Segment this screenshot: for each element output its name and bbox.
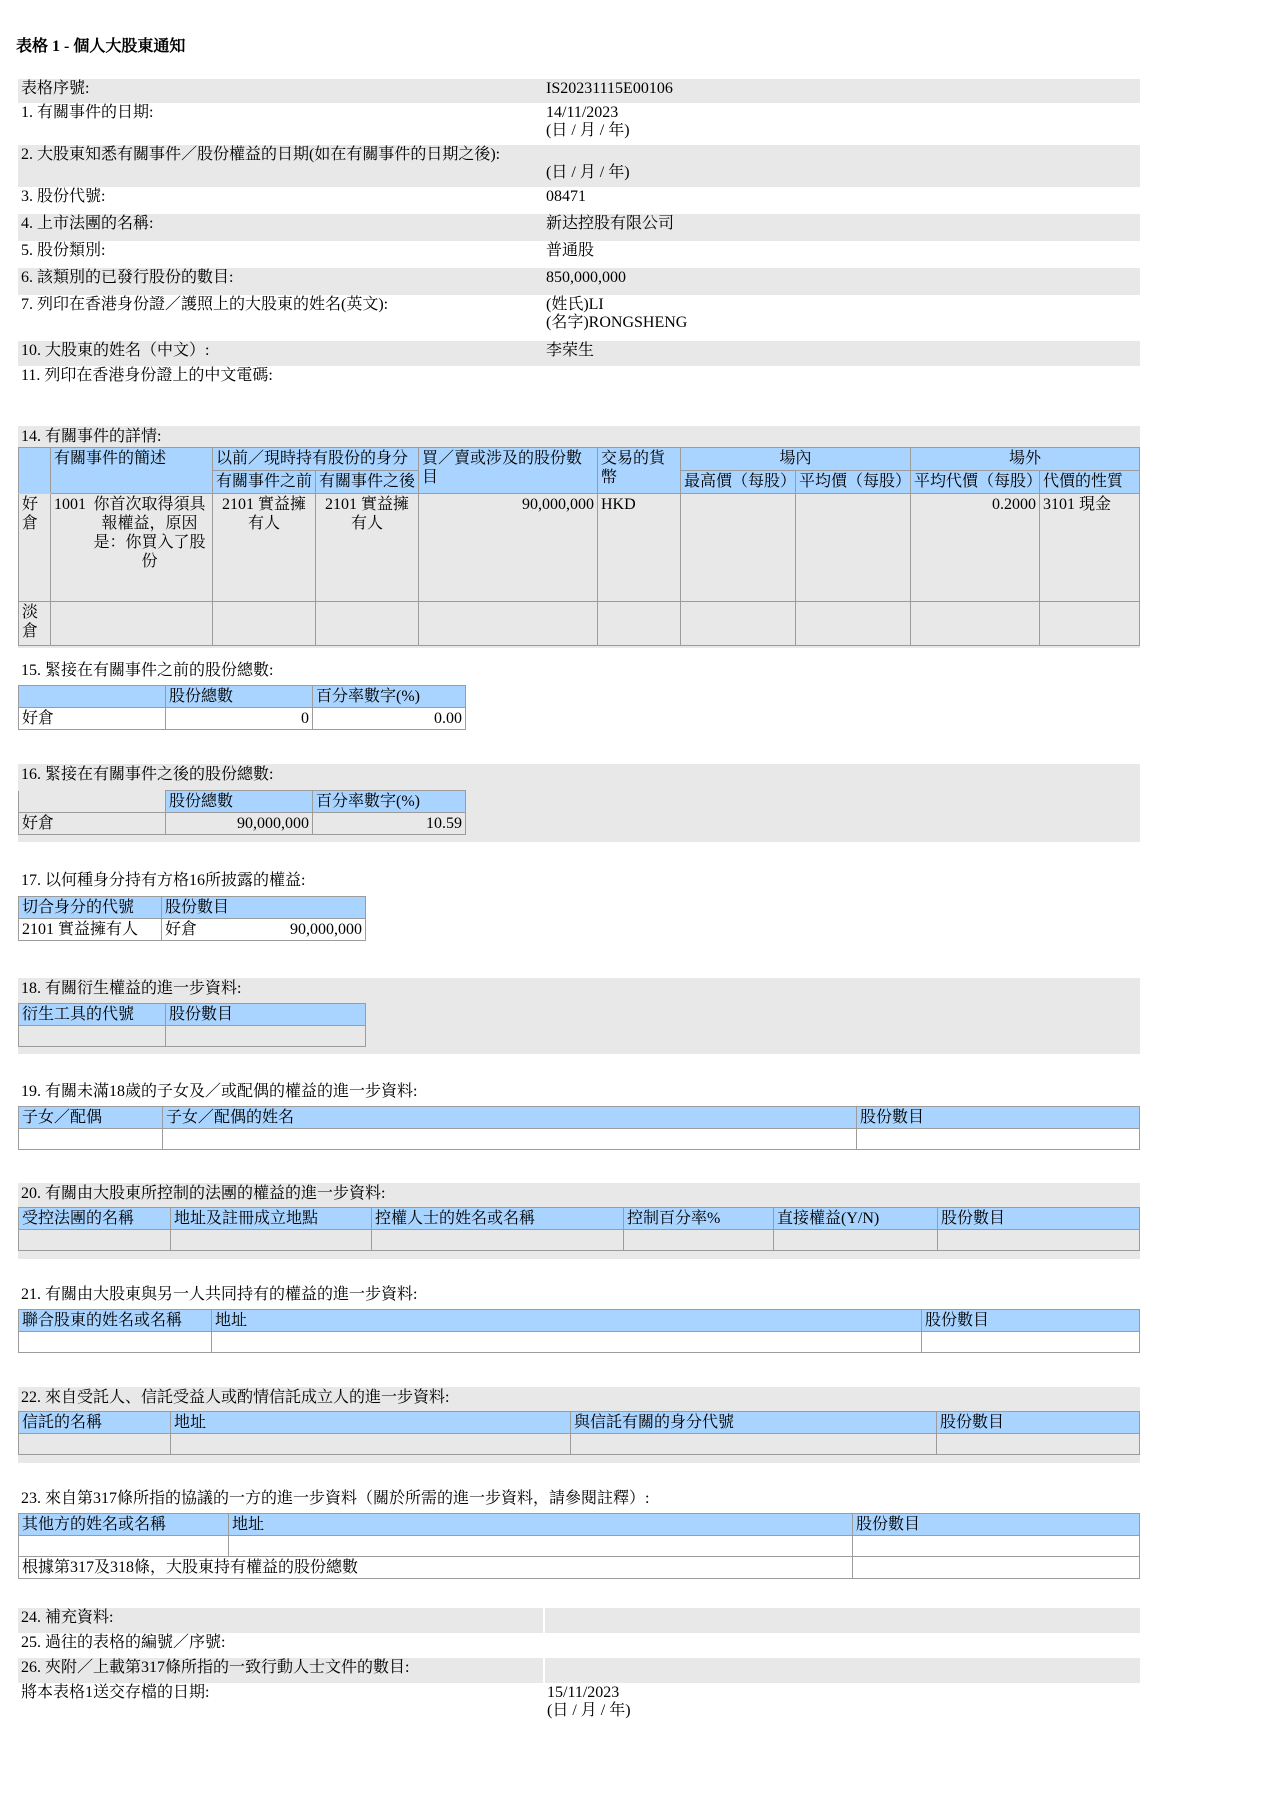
section-title: 16. 緊接在有關事件之後的股份總數:: [21, 766, 274, 783]
tail-fields: [18, 1608, 1140, 1725]
header-on-exchange: 場內: [681, 448, 911, 471]
header-share-count: 股份數目: [938, 1208, 1140, 1230]
form-serial-value: IS20231115E00106: [543, 79, 1140, 103]
section-21-title: 21. 有關由大股東與另一人共同持有的權益的進一步資料:: [21, 1286, 418, 1303]
header-share-count: 股份數目: [857, 1107, 1140, 1129]
controlled-corp-table: [18, 1207, 1140, 1251]
header-direct-interest: 直接權益(Y/N): [774, 1208, 938, 1230]
total-shares: 90,000,000: [166, 813, 313, 835]
section-20: [18, 1183, 1140, 1259]
field-label: 7. 列印在香港身份證／護照上的大股東的姓名(英文):: [21, 296, 389, 313]
post-event-total-table: [18, 790, 466, 835]
field-label: 10. 大股東的姓名（中文）:: [18, 341, 543, 366]
total-318-label: 根據第317及318條，大股東持有權益的股份總數: [19, 1557, 853, 1579]
attached-docs-value: [544, 1658, 1140, 1683]
header-before: 有關事件之前: [213, 471, 316, 494]
currency: HKD: [598, 494, 681, 602]
section-22: [18, 1387, 1140, 1463]
long-position-label: 好倉: [19, 494, 51, 602]
header-share-count: 股份數目: [853, 1514, 1140, 1536]
section-17-title: 17. 以何種身分持有方格16所披露的權益:: [21, 872, 306, 889]
section-title: 14. 有關事件的詳情:: [21, 428, 162, 445]
header-avg: 平均價（每股）: [796, 471, 911, 494]
section-title: 20. 有關由大股東所控制的法團的權益的進一步資料:: [21, 1185, 386, 1202]
field-label: 11. 列印在香港身份證上的中文電碼:: [21, 367, 273, 384]
field-label: 26. 夾附／上載第317條所指的一致行動人士文件的數目:: [18, 1658, 544, 1683]
header-name: 子女／配偶的姓名: [163, 1107, 857, 1129]
capacity-after: 2101 實益擁有人: [316, 494, 419, 602]
header-controller: 控權人士的姓名或名稱: [372, 1208, 624, 1230]
aware-date-value: [546, 146, 1137, 164]
field-label: 3. 股份代號:: [21, 188, 106, 205]
section-18: [18, 978, 1140, 1054]
trust-table: [18, 1411, 1140, 1455]
header-after: 有關事件之後: [316, 471, 419, 494]
event-date-value: 14/11/2023: [546, 104, 619, 121]
stock-code-value: 08471: [546, 188, 586, 205]
previous-form-value: [544, 1633, 1140, 1658]
capacity-shares: 好倉 90,000,000: [162, 919, 366, 941]
header-derivative-code: 衍生工具的代號: [19, 1004, 166, 1026]
section-title: 22. 來自受託人、信託受益人或酌情信託成立人的進一步資料:: [21, 1389, 450, 1406]
section-19-title: 19. 有關未滿18歲的子女及／或配偶的權益的進一步資料:: [21, 1083, 418, 1100]
header-percent: 百分率數字(%): [313, 791, 466, 813]
derivatives-table: [18, 1003, 366, 1047]
header-share-count: 股份數目: [937, 1412, 1140, 1434]
position-label: 好倉: [19, 708, 166, 730]
filing-date-value: 15/11/2023: [547, 1684, 620, 1701]
header-relation: 子女／配偶: [19, 1107, 163, 1129]
event-details-table: [18, 447, 1140, 646]
family-interests-table: [18, 1106, 1140, 1150]
header-off-exchange: 場外: [911, 448, 1140, 471]
percentage: 0.00: [313, 708, 466, 730]
header-total: 股份總數: [166, 686, 313, 708]
header-capacity-code: 切合身分的代號: [19, 897, 162, 919]
field-label: 24. 補充資料:: [18, 1608, 544, 1633]
header-shares: 買／賣或涉及的股份數目: [419, 448, 598, 494]
issued-shares-value: 850,000,000: [543, 268, 1140, 295]
header-share-count: 股份數目: [922, 1310, 1140, 1332]
chinese-name-value: 李荣生: [543, 341, 1140, 366]
capacity-before: 2101 實益擁有人: [213, 494, 316, 602]
share-class-value: 普通股: [546, 242, 595, 259]
consideration-nature: 3101 現金: [1040, 494, 1140, 602]
header-share-count: 股份數目: [166, 1004, 366, 1026]
header-corp-name: 受控法團的名稱: [19, 1208, 171, 1230]
capacity-code: 2101 實益擁有人: [19, 919, 162, 941]
header-party-name: 其他方的姓名或名稱: [19, 1514, 229, 1536]
short-position-label: 淡倉: [19, 602, 51, 646]
field-label: 4. 上市法團的名稱:: [18, 214, 543, 241]
position-label: 好倉: [19, 813, 166, 835]
field-label: 25. 過往的表格的編號／序號:: [21, 1634, 226, 1651]
agreement-party-table: [18, 1513, 1140, 1579]
off-exchange-avg: 0.2000: [911, 494, 1040, 602]
header-address: 地址: [212, 1310, 922, 1332]
header-address: 地址及註冊成立地點: [171, 1208, 372, 1230]
header-nature: 代價的性質: [1040, 471, 1140, 494]
header-percent: 百分率數字(%): [313, 686, 466, 708]
header-high: 最高價（每股）: [681, 471, 796, 494]
date-format: (日 / 月 / 年): [546, 122, 630, 139]
company-name-value: 新达控股有限公司: [543, 214, 1140, 241]
field-label: 2. 大股東知悉有關事件／股份權益的日期(如在有關事件的日期之後):: [18, 145, 543, 187]
date-format: (日 / 月 / 年): [547, 1702, 631, 1719]
header-control-percent: 控制百分率%: [624, 1208, 774, 1230]
field-label: 將本表格1送交存檔的日期:: [21, 1684, 210, 1701]
section-23-title: 23. 來自第317條所指的協議的一方的進一步資料（關於所需的進一步資料，請參閱註釋）:: [21, 1490, 650, 1507]
field-label: 表格序號:: [18, 79, 543, 103]
section-14: [18, 426, 1140, 648]
header-desc: 有關事件的簡述: [51, 448, 213, 494]
percentage: 10.59: [313, 813, 466, 835]
supplementary-value: [544, 1608, 1140, 1633]
section-title: 18. 有關衍生權益的進一步資料:: [21, 980, 242, 997]
given-name-value: (名字)RONGSHENG: [546, 314, 688, 331]
form-fields: [18, 79, 1140, 391]
chinese-code-value: [543, 366, 1140, 391]
joint-holdings-table: [18, 1309, 1140, 1353]
total-shares: 0: [166, 708, 313, 730]
field-label: 5. 股份類別:: [21, 242, 106, 259]
pre-event-total-table: [18, 685, 466, 730]
header-trust-capacity: 與信託有關的身分代號: [571, 1412, 937, 1434]
page-title: 表格 1 - 個人大股東通知: [16, 38, 186, 55]
section-15-title: 15. 緊接在有關事件之前的股份總數:: [21, 662, 274, 679]
header-total: 股份總數: [166, 791, 313, 813]
header-address: 地址: [171, 1412, 571, 1434]
shares-involved: 90,000,000: [419, 494, 598, 602]
header-currency: 交易的貨幣: [598, 448, 681, 494]
header-address: 地址: [229, 1514, 853, 1536]
event-description: 1001 你首次取得須具報權益，原因是：你買入了股份: [51, 494, 213, 602]
capacity-table: [18, 896, 366, 941]
header-joint-name: 聯合股東的姓名或名稱: [19, 1310, 212, 1332]
header-share-count: 股份數目: [162, 897, 366, 919]
field-label: 1. 有關事件的日期:: [21, 104, 154, 121]
surname-value: (姓氏)LI: [546, 296, 604, 313]
header-off-avg: 平均代價（每股）: [911, 471, 1040, 494]
field-label: 6. 該類別的已發行股份的數目:: [18, 268, 543, 295]
date-format: (日 / 月 / 年): [546, 164, 630, 181]
section-16: [18, 764, 1140, 842]
header-capacity: 以前／現時持有股份的身分: [213, 448, 419, 471]
header-trust-name: 信託的名稱: [19, 1412, 171, 1434]
